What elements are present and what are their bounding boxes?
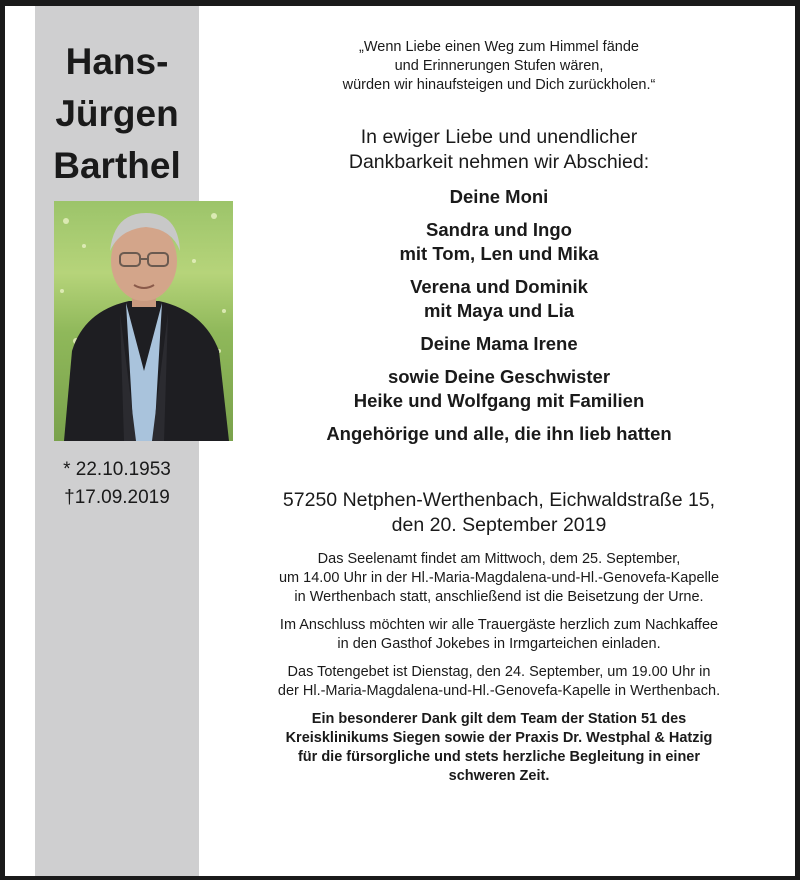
birth-date: * 22.10.1953: [63, 459, 171, 480]
notice-line: Im Anschluss möchten wir alle Trauergäste herzlich zum Nachkaffee: [279, 617, 719, 633]
thanks-line: für die fürsorgliche und stets herzliche Begleitung in einer: [297, 749, 701, 765]
thanks-line: schweren Zeit.: [448, 768, 550, 784]
farewell-intro: [220, 125, 778, 175]
mourner-line: Heike und Wolfgang mit Familien: [353, 390, 645, 411]
mourner-line: Angehörige und alle, die ihn lieb hatten: [326, 423, 672, 444]
notice-paragraph: [220, 663, 778, 701]
name-line: Jürgen: [55, 93, 179, 134]
mourner-line: mit Tom, Len und Mika: [399, 243, 599, 264]
name-line: Barthel: [53, 145, 181, 186]
portrait-photo: [54, 201, 233, 441]
memorial-quote: [220, 38, 778, 95]
notice-line: um 14.00 Uhr in der Hl.-Maria-Magdalena-und-Hl.-Genovefa-Kapelle: [278, 570, 720, 586]
notice-line: in Werthenbach statt, anschließend ist die Beisetzung der Urne.: [294, 589, 704, 605]
mourner-group: [220, 218, 778, 266]
quote-line: würden wir hinaufsteigen und Dich zurückholen.“: [342, 77, 656, 93]
death-date: †17.09.2019: [64, 487, 170, 508]
address-block: [220, 488, 778, 538]
life-dates: [35, 456, 199, 512]
name-line: Hans-: [65, 41, 169, 82]
mourner-group: [220, 332, 778, 356]
intro-line: In ewiger Liebe und unendlicher: [360, 126, 638, 148]
mourner-group: [220, 422, 778, 446]
mourners-list: [220, 185, 778, 446]
mourner-line: Deine Mama Irene: [420, 333, 578, 354]
obituary-text: [220, 38, 778, 786]
notice-line: der Hl.-Maria-Magdalena-und-Hl.-Genovefa-Kapelle in Werthenbach.: [277, 683, 721, 699]
service-notices: [220, 550, 778, 701]
thanks-line: Kreisklinikums Siegen sowie der Praxis Dr. Westphal & Hatzig: [285, 730, 713, 746]
mourner-group: [220, 185, 778, 209]
mourner-line: Verena und Dominik: [410, 276, 588, 297]
thanks-line: Ein besonderer Dank gilt dem Team der Station 51 des: [311, 711, 687, 727]
quote-line: und Erinnerungen Stufen wären,: [394, 58, 604, 74]
address-line: den 20. September 2019: [391, 514, 607, 536]
notice-paragraph: [220, 550, 778, 607]
mourner-group: [220, 275, 778, 323]
notice-line: in den Gasthof Jokebes in Irmgarteichen einladen.: [337, 636, 661, 652]
intro-line: Dankbarkeit nehmen wir Abschied:: [348, 151, 650, 173]
mourner-line: Sandra und Ingo: [426, 219, 572, 240]
mourner-line: Deine Moni: [449, 186, 549, 207]
deceased-name: [35, 36, 199, 192]
address-line: 57250 Netphen-Werthenbach, Eichwaldstraße 15,: [282, 489, 716, 511]
mourner-line: mit Maya und Lia: [423, 300, 575, 321]
mourner-group: [220, 365, 778, 413]
thanks-note: [220, 710, 778, 786]
notice-line: Das Totengebet ist Dienstag, den 24. September, um 19.00 Uhr in: [287, 664, 711, 680]
quote-line: „Wenn Liebe einen Weg zum Himmel fände: [359, 39, 639, 55]
notice-paragraph: [220, 616, 778, 654]
mourner-line: sowie Deine Geschwister: [387, 366, 611, 387]
notice-line: Das Seelenamt findet am Mittwoch, dem 25. September,: [317, 551, 681, 567]
